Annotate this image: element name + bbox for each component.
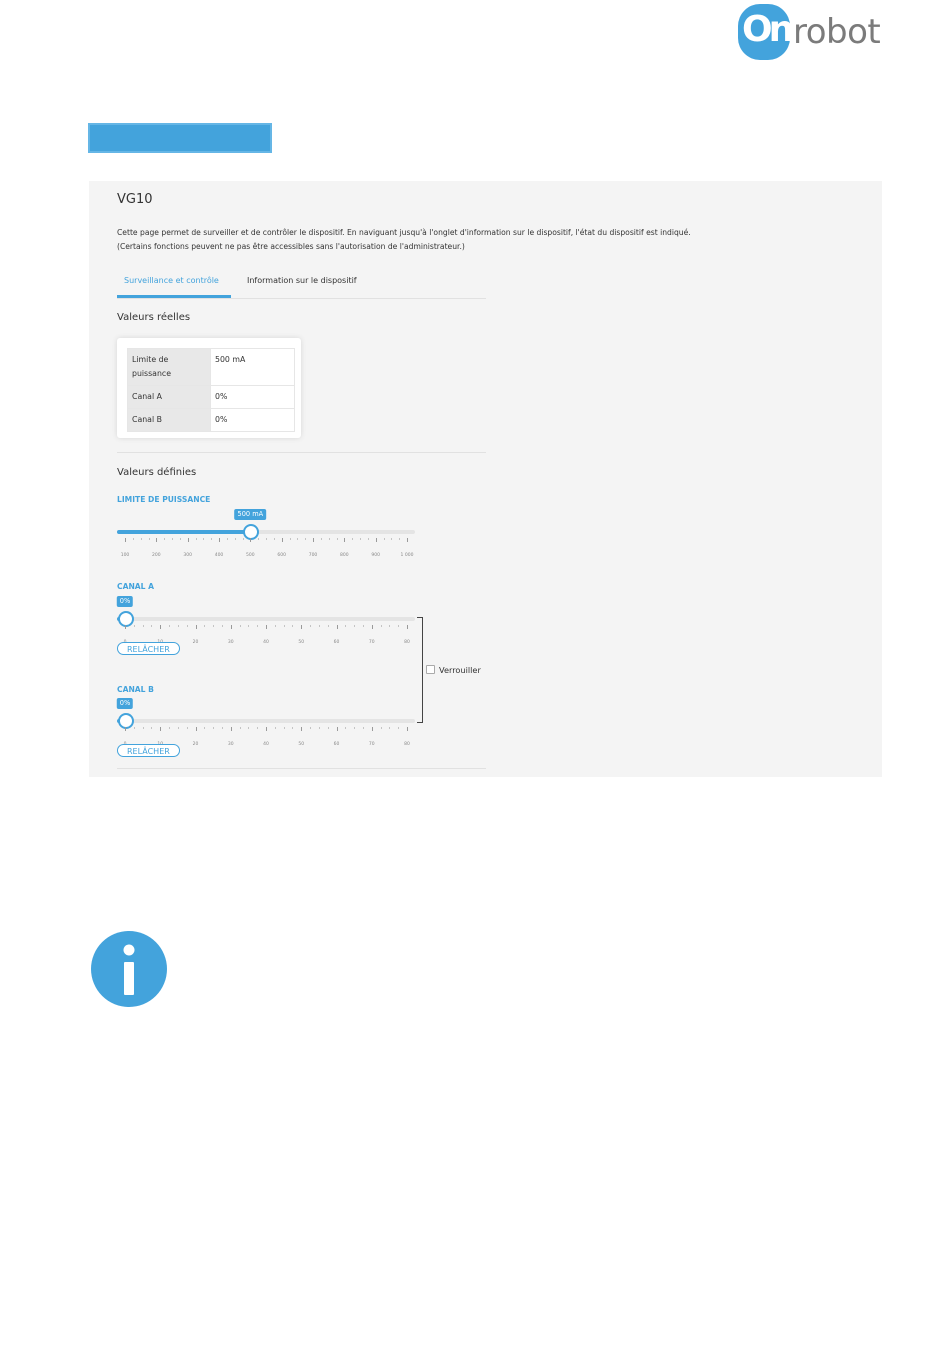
slider-minor-tick [258,538,259,540]
slider-minor-tick [354,727,355,729]
slider-minor-tick [257,625,258,627]
slider-major-tick [372,727,373,731]
slider-tick-label: 30 [227,640,234,645]
slider-fill [117,530,250,534]
slider-minor-tick [319,727,320,729]
slider-minor-tick [399,538,400,540]
slider-tick-label: 50 [298,640,305,645]
slider-minor-tick [363,727,364,729]
slider-minor-tick [204,625,205,627]
slider-minor-tick [275,727,276,729]
slider-minor-tick [345,727,346,729]
power-limit-label: LIMITE DE PUISSANCE [117,495,211,504]
slider-major-tick [313,538,314,542]
slider-minor-tick [222,625,223,627]
onrobot-logo [738,4,880,64]
logo-mark: On [742,9,791,50]
section-header-bar [88,123,272,153]
slider-minor-tick [274,538,275,540]
slider-minor-tick [141,538,142,540]
slider-ticks [117,538,415,558]
lock-label-text: Verrouiller [439,665,481,675]
slider-major-tick [125,727,126,731]
slider-tick-label: 60 [333,742,340,747]
slider-minor-tick [151,625,152,627]
slider-value-bubble: 0% [117,698,133,709]
slider-minor-tick [178,625,179,627]
slider-minor-tick [213,727,214,729]
slider-tick-label: 200 [152,553,161,558]
slider-minor-tick [345,625,346,627]
slider-minor-tick [319,625,320,627]
slider-minor-tick [204,727,205,729]
row-value: 0% [211,386,295,409]
slider-minor-tick [243,538,244,540]
slider-minor-tick [321,538,322,540]
slider-minor-tick [172,538,173,540]
slider-minor-tick [389,625,390,627]
slider-minor-tick [284,625,285,627]
slider-tick-label: 20 [192,742,199,747]
slider-value-bubble: 500 mA [235,509,267,520]
slider-minor-tick [213,625,214,627]
row-label: Canal B [128,409,211,432]
slider-major-tick [337,625,338,629]
slider-minor-tick [133,538,134,540]
slider-minor-tick [196,538,197,540]
slider-minor-tick [305,538,306,540]
slider-minor-tick [290,538,291,540]
slider-major-tick [266,625,267,629]
table-row [128,349,295,386]
row-label: Limite de puissance [128,349,211,386]
slider-minor-tick [398,625,399,627]
slider-minor-tick [143,625,144,627]
slider-tick-label: 800 [340,553,349,558]
power-limit-slider[interactable] [117,510,415,570]
slider-minor-tick [248,625,249,627]
slider-minor-tick [389,727,390,729]
slider-minor-tick [151,727,152,729]
slider-tick-label: 80 [404,640,410,645]
slider-minor-tick [134,625,135,627]
slider-minor-tick [381,727,382,729]
slider-tick-label: 40 [263,742,269,747]
logo-wordmark: robot [793,12,881,52]
slider-tick-label: 100 [120,553,130,558]
actual-values-card [117,338,301,438]
slider-major-tick [160,727,161,731]
slider-tick-label: 300 [183,553,192,558]
slider-minor-tick [328,625,329,627]
slider-minor-tick [180,538,181,540]
slider-track[interactable] [117,617,415,621]
slider-major-tick [231,727,232,731]
slider-minor-tick [227,538,228,540]
row-label: Canal A [128,386,211,409]
slider-major-tick [372,625,373,629]
logo-badge [738,4,790,60]
active-tab-indicator [117,295,231,298]
device-panel [89,181,882,777]
slider-major-tick [344,538,345,542]
slider-minor-tick [266,538,267,540]
channel-a-label: CANAL A [117,582,155,591]
slider-major-tick [156,538,157,542]
device-title: VG10 [117,192,153,207]
slider-value-bubble: 0% [117,596,133,607]
slider-minor-tick [178,727,179,729]
description-line-2: (Certains fonctions peuvent ne pas être accessibles sans l'autorisation de l'administrateur.) [117,242,465,251]
slider-minor-tick [363,625,364,627]
slider-minor-tick [169,727,170,729]
slider-minor-tick [328,727,329,729]
slider-minor-tick [187,625,188,627]
slider-major-tick [160,625,161,629]
slider-tick-label: 80 [404,742,410,747]
slider-minor-tick [187,727,188,729]
slider-major-tick [125,625,126,629]
tab-device-info[interactable]: Information sur le dispositif [247,276,357,285]
release-channel-a-button[interactable]: RELÂCHER [117,642,180,655]
slider-major-tick [301,727,302,731]
slider-minor-tick [143,727,144,729]
slider-minor-tick [240,727,241,729]
slider-minor-tick [284,727,285,729]
slider-minor-tick [275,625,276,627]
slider-minor-tick [292,727,293,729]
slider-ticks [117,727,415,747]
description-line-1: Cette page permet de surveiller et de contrôler le dispositif. En naviguant jusqu'à l'onglet d'information sur le dispositif, l'état du dispositif est indiqué. [117,228,691,237]
slider-major-tick [407,625,408,629]
slider-minor-tick [310,727,311,729]
slider-minor-tick [211,538,212,540]
slider-minor-tick [169,625,170,627]
slider-minor-tick [257,727,258,729]
device-description [117,226,817,254]
slider-minor-tick [240,625,241,627]
slider-major-tick [125,538,126,542]
release-channel-b-button[interactable]: RELÂCHER [117,744,180,757]
slider-minor-tick [164,538,165,540]
slider-minor-tick [235,538,236,540]
slider-major-tick [407,727,408,731]
slider-tick-label: 700 [308,553,318,558]
slider-major-tick [231,625,232,629]
tab-bar [117,271,486,299]
slider-major-tick [250,538,251,542]
actual-values-table [127,348,295,432]
channel-b-label: CANAL B [117,685,154,694]
tab-monitoring-control[interactable]: Surveillance et contrôle [124,276,219,285]
slider-minor-tick [297,538,298,540]
slider-major-tick [282,538,283,542]
slider-minor-tick [398,727,399,729]
slider-tick-label: 60 [333,640,340,645]
info-icon [91,931,167,1007]
lock-checkbox-label[interactable] [426,665,481,675]
slider-minor-tick [149,538,150,540]
slider-tick-label: 500 [246,553,255,558]
slider-minor-tick [354,625,355,627]
slider-major-tick [219,538,220,542]
row-value: 500 mA [211,349,295,386]
slider-minor-tick [292,625,293,627]
row-value: 0% [211,409,295,432]
slider-tick-label: 70 [368,640,375,645]
slider-minor-tick [248,727,249,729]
slider-tick-label: 900 [371,553,380,558]
slider-minor-tick [310,625,311,627]
slider-ticks [117,625,415,645]
table-row [128,409,295,432]
slider-minor-tick [203,538,204,540]
slider-minor-tick [352,538,353,540]
slider-major-tick [188,538,189,542]
slider-major-tick [407,538,408,542]
slider-minor-tick [391,538,392,540]
table-row [128,386,295,409]
slider-tick-label: 400 [214,553,224,558]
slider-major-tick [196,727,197,731]
section-divider [117,768,486,769]
slider-minor-tick [337,538,338,540]
slider-tick-label: 50 [298,742,305,747]
slider-major-tick [266,727,267,731]
slider-minor-tick [329,538,330,540]
slider-minor-tick [381,625,382,627]
slider-minor-tick [360,538,361,540]
actual-values-title: Valeurs réelles [117,312,191,323]
slider-major-tick [376,538,377,542]
lock-bracket [417,617,423,723]
slider-track[interactable] [117,719,415,723]
slider-major-tick [196,625,197,629]
slider-tick-label: 30 [227,742,234,747]
section-divider [117,452,486,453]
slider-tick-label: 40 [263,640,269,645]
slider-minor-tick [222,727,223,729]
slider-tick-label: 1 000 [400,553,414,558]
set-values-title: Valeurs définies [117,467,197,478]
slider-tick-label: 70 [368,742,375,747]
slider-major-tick [337,727,338,731]
slider-minor-tick [384,538,385,540]
slider-minor-tick [368,538,369,540]
slider-tick-label: 20 [192,640,199,645]
slider-tick-label: 600 [277,553,286,558]
slider-minor-tick [134,727,135,729]
lock-checkbox[interactable] [426,665,435,674]
slider-major-tick [301,625,302,629]
